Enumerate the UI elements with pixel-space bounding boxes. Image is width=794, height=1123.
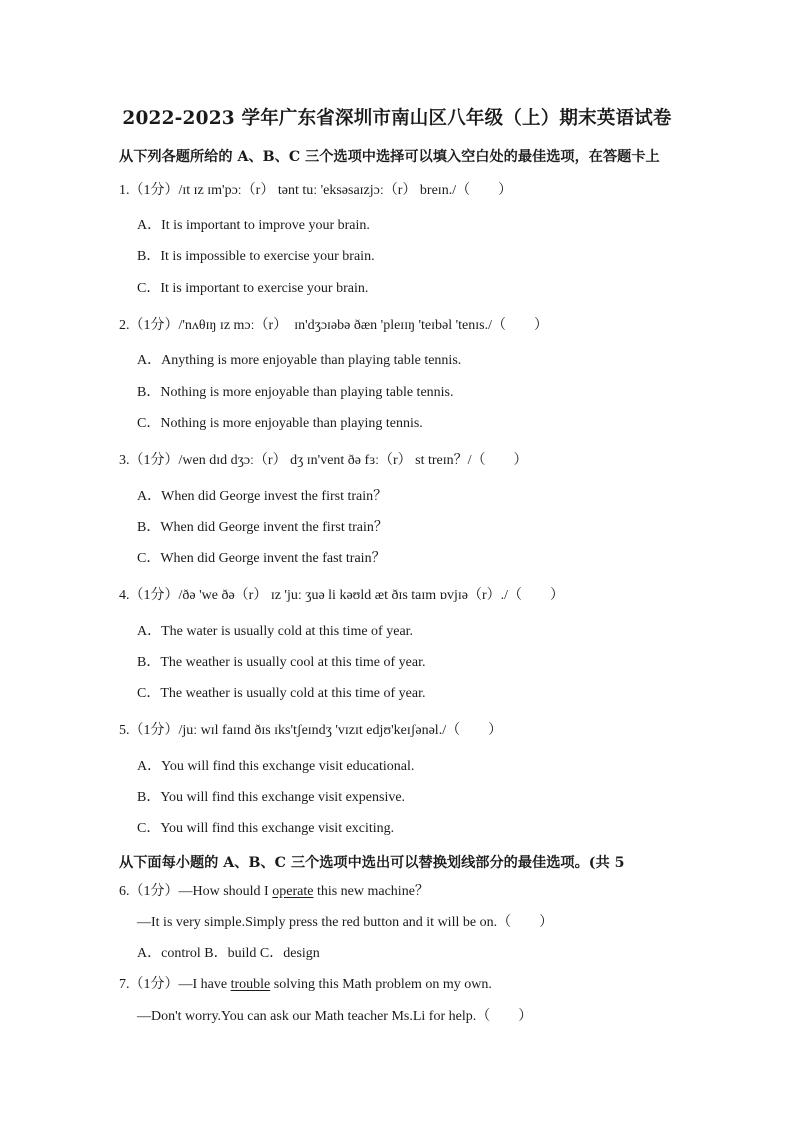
question-4-stem: 4.（1分）/ðə 'we ðə（r） ɪz 'juː ʒuə li kəʊld æt ðɪs taɪm ɒvjɪə（r）./（ ） <box>119 588 565 603</box>
question-2-stem: 2.（1分）/'nʌθɪŋ ɪz mɔː（r） ɪn'dʒɔɪəbə ðæn 'pleɪɪŋ 'teɪbəl 'tenɪs./（ ） <box>119 318 548 333</box>
question-2-option-b[interactable]: B．Nothing is more enjoyable than playing table tennis. <box>137 385 454 400</box>
page-title: 2022-2023 学年广东省深圳市南山区八年级（上）期末英语试卷 <box>122 108 672 129</box>
question-3-stem: 3.（1分）/wen dɪd dʒɔː（r） dʒ ɪn'vent ðə fɜː（r） st treɪn？/（ ） <box>119 453 528 468</box>
question-5-option-a[interactable]: A．You will find this exchange visit educational. <box>137 759 415 774</box>
question-6-option-c[interactable]: C．design <box>259 946 320 961</box>
question-3-option-c[interactable]: C．When did George invent the fast train？ <box>137 551 386 566</box>
question-6-option-a[interactable]: A．control <box>137 946 201 961</box>
question-1-option-a[interactable]: A．It is important to improve your brain. <box>137 218 370 233</box>
question-6-stem-post: this new machine？ <box>313 884 429 899</box>
question-7-stem-post: solving this Math problem on my own. <box>270 977 492 992</box>
question-7-stem <box>119 976 492 994</box>
question-4-option-c[interactable]: C．The weather is usually cold at this time of year. <box>137 686 426 701</box>
question-6-option-b[interactable]: B．build <box>204 946 257 961</box>
question-6-underlined-word: operate <box>272 884 314 899</box>
question-1-option-c[interactable]: C．It is important to exercise your brain. <box>137 281 369 296</box>
question-1-option-b[interactable]: B．It is impossible to exercise your brain. <box>137 249 375 264</box>
question-5-option-b[interactable]: B．You will find this exchange visit expensive. <box>137 790 406 805</box>
question-6-options <box>137 945 637 963</box>
question-1-stem: 1.（1分）/ɪt ɪz ɪm'pɔː（r） tənt tuː 'eksəsaɪzjɔː（r） breɪn./（ ） <box>119 183 513 198</box>
question-7-stem-pre: 7.（1分）—I have <box>119 977 231 992</box>
question-7-reply: —Don't worry.You can ask our Math teacher Ms.Li for help.（ ） <box>137 1009 533 1024</box>
question-4-option-a[interactable]: A．The water is usually cold at this time of year. <box>137 624 414 639</box>
section-heading-1: 从下列各题所给的 A、B、C 三个选项中选择可以填入空白处的最佳选项，在答题卡上 <box>119 149 660 165</box>
question-2-option-a[interactable]: A．Anything is more enjoyable than playing table tennis. <box>137 353 462 368</box>
question-6-stem-pre: 6.（1分）—How should I <box>119 884 273 899</box>
question-6-stem <box>119 883 429 901</box>
question-3-option-a[interactable]: A．When did George invest the first train？ <box>137 489 388 504</box>
question-3-option-b[interactable]: B．When did George invent the first train？ <box>137 520 388 535</box>
question-6-reply: —It is very simple.Simply press the red button and it will be on.（ ） <box>137 915 554 930</box>
question-5-stem: 5.（1分）/juː wɪl faɪnd ðɪs ɪks'tʃeɪndʒ 'vɪzɪt edjʊ'keɪʃənəl./（ ） <box>119 723 503 738</box>
section-heading-2: 从下面每小题的 A、B、C 三个选项中选出可以替换划线部分的最佳选项。(共 5 <box>119 855 625 871</box>
question-4-option-b[interactable]: B．The weather is usually cool at this time of year. <box>137 655 426 670</box>
question-5-option-c[interactable]: C．You will find this exchange visit exciting. <box>137 821 395 836</box>
question-2-option-c[interactable]: C．Nothing is more enjoyable than playing tennis. <box>137 416 423 431</box>
question-7-underlined-word: trouble <box>230 977 271 992</box>
